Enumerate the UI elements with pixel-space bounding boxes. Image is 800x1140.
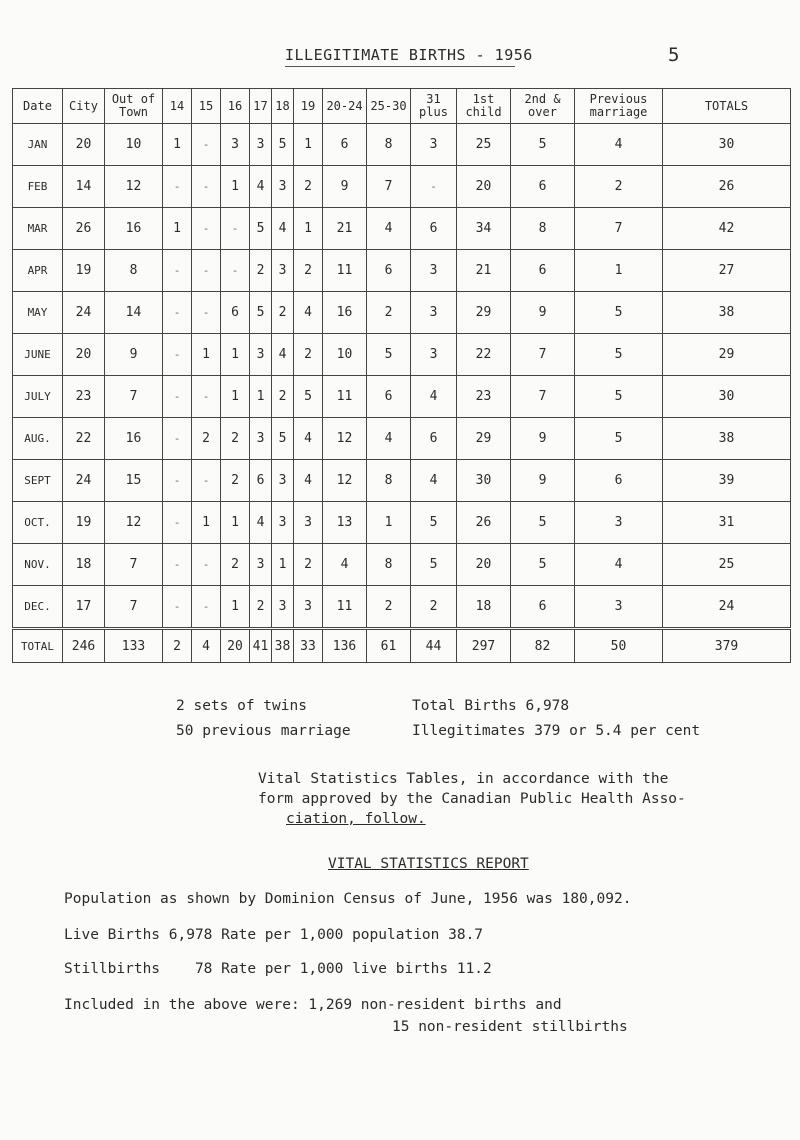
table-cell: 3	[272, 586, 294, 629]
table-cell: 4	[294, 292, 323, 334]
table-cell: 24	[63, 460, 105, 502]
table-cell: 9	[105, 334, 163, 376]
births-table	[12, 88, 791, 663]
table-cell: 20	[457, 544, 511, 586]
table-cell: 1	[163, 208, 192, 250]
row-label: NOV.	[13, 544, 63, 586]
table-cell: -	[192, 544, 221, 586]
table-row	[13, 334, 791, 376]
report-heading: VITAL STATISTICS REPORT	[328, 856, 529, 872]
table-row	[13, 376, 791, 418]
table-row	[13, 166, 791, 208]
table-cell: 4	[250, 166, 272, 208]
table-cell: 3	[411, 124, 457, 166]
table-cell: 1	[221, 586, 250, 629]
table-cell: 4	[411, 376, 457, 418]
table-cell: 14	[63, 166, 105, 208]
table-cell: 11	[323, 586, 367, 629]
table-cell: 61	[367, 629, 411, 663]
illegitimates-note: Illegitimates 379 or 5.4 per cent	[412, 723, 701, 739]
table-cell: 3	[250, 334, 272, 376]
table-cell: 5	[250, 292, 272, 334]
table-cell: -	[192, 376, 221, 418]
table-cell: 6	[411, 418, 457, 460]
table-cell: 26	[63, 208, 105, 250]
table-cell: -	[411, 166, 457, 208]
row-label: SEPT	[13, 460, 63, 502]
table-cell: 2	[367, 292, 411, 334]
table-cell: 6	[511, 586, 575, 629]
table-cell: 7	[105, 376, 163, 418]
table-cell: 2	[250, 250, 272, 292]
table-cell: 12	[105, 166, 163, 208]
table-cell: 16	[323, 292, 367, 334]
table-cell: 2	[192, 418, 221, 460]
table-cell: 12	[105, 502, 163, 544]
table-cell: 5	[511, 544, 575, 586]
table-cell: 2	[272, 376, 294, 418]
table-row	[13, 124, 791, 166]
table-cell: 29	[457, 418, 511, 460]
table-cell: 2	[367, 586, 411, 629]
table-cell: 7	[575, 208, 663, 250]
table-cell: 2	[411, 586, 457, 629]
table-cell: 44	[411, 629, 457, 663]
table-cell: 5	[411, 544, 457, 586]
table-cell: 4	[192, 629, 221, 663]
included-line-1: Included in the above were: 1,269 non-resident births and	[64, 997, 562, 1013]
column-header: 18	[272, 89, 294, 124]
table-cell: 3	[221, 124, 250, 166]
table-cell: 30	[457, 460, 511, 502]
table-cell: 1	[272, 544, 294, 586]
table-cell: 6	[511, 166, 575, 208]
table-cell: 297	[457, 629, 511, 663]
table-cell: -	[192, 208, 221, 250]
table-cell: 7	[511, 334, 575, 376]
table-cell: 20	[63, 334, 105, 376]
table-cell: 4	[272, 334, 294, 376]
column-header: 14	[163, 89, 192, 124]
column-header: City	[63, 89, 105, 124]
page-number: 5	[668, 44, 680, 66]
table-cell: 1	[221, 334, 250, 376]
table-cell: 5	[272, 418, 294, 460]
column-header: 15	[192, 89, 221, 124]
table-cell: 5	[511, 124, 575, 166]
table-cell: 4	[294, 418, 323, 460]
table-cell: 31	[663, 502, 791, 544]
table-cell: 133	[105, 629, 163, 663]
table-cell: 30	[663, 124, 791, 166]
column-header: Date	[13, 89, 63, 124]
table-cell: 41	[250, 629, 272, 663]
table-cell: 38	[663, 418, 791, 460]
table-cell: 4	[367, 208, 411, 250]
table-cell: 33	[294, 629, 323, 663]
table-cell: 82	[511, 629, 575, 663]
table-row	[13, 292, 791, 334]
table-cell: -	[163, 460, 192, 502]
table-cell: 18	[63, 544, 105, 586]
table-cell: 3	[250, 124, 272, 166]
table-cell: 39	[663, 460, 791, 502]
table-cell: 7	[105, 544, 163, 586]
table-cell: 3	[272, 502, 294, 544]
table-cell: 29	[457, 292, 511, 334]
table-cell: 2	[221, 460, 250, 502]
table-cell: 12	[323, 418, 367, 460]
table-cell: 5	[272, 124, 294, 166]
table-cell: 3	[250, 544, 272, 586]
table-cell: -	[163, 292, 192, 334]
table-cell: -	[163, 250, 192, 292]
table-cell: 1	[163, 124, 192, 166]
table-cell: 21	[457, 250, 511, 292]
table-cell: 9	[511, 460, 575, 502]
column-header: 2nd & over	[511, 89, 575, 124]
table-cell: 379	[663, 629, 791, 663]
table-cell: 23	[63, 376, 105, 418]
paragraph-line-2: form approved by the Canadian Public Health Asso-	[258, 791, 686, 807]
table-cell: 7	[511, 376, 575, 418]
table-cell: 6	[250, 460, 272, 502]
table-cell: 24	[663, 586, 791, 629]
table-cell: 136	[323, 629, 367, 663]
table-cell: 29	[663, 334, 791, 376]
row-label: MAR	[13, 208, 63, 250]
row-label: JULY	[13, 376, 63, 418]
table-cell: 11	[323, 376, 367, 418]
table-cell: 26	[663, 166, 791, 208]
live-births-line: Live Births 6,978 Rate per 1,000 population 38.7	[64, 927, 484, 943]
table-cell: 3	[272, 166, 294, 208]
table-cell: 1	[192, 502, 221, 544]
table-cell: 5	[294, 376, 323, 418]
table-cell: 18	[457, 586, 511, 629]
table-cell: -	[192, 124, 221, 166]
total-births-note: Total Births 6,978	[412, 698, 570, 714]
table-cell: -	[163, 418, 192, 460]
table-cell: 11	[323, 250, 367, 292]
table-cell: 246	[63, 629, 105, 663]
table-cell: 22	[457, 334, 511, 376]
table-cell: 4	[411, 460, 457, 502]
table-cell: 5	[511, 502, 575, 544]
table-cell: 14	[105, 292, 163, 334]
table-cell: 26	[457, 502, 511, 544]
table-cell: 1	[575, 250, 663, 292]
table-cell: 5	[575, 292, 663, 334]
table-cell: 42	[663, 208, 791, 250]
title-underline	[285, 66, 515, 67]
table-cell: 6	[367, 376, 411, 418]
table-cell: 4	[250, 502, 272, 544]
table-cell: 2	[272, 292, 294, 334]
table-cell: -	[221, 250, 250, 292]
table-cell: 6	[221, 292, 250, 334]
table-cell: 1	[294, 208, 323, 250]
table-cell: 30	[663, 376, 791, 418]
table-cell: 2	[294, 544, 323, 586]
total-row	[13, 629, 791, 663]
twins-note: 2 sets of twins	[176, 698, 307, 714]
table-cell: 4	[294, 460, 323, 502]
table-cell: 5	[575, 334, 663, 376]
table-cell: 3	[272, 250, 294, 292]
table-cell: 4	[575, 544, 663, 586]
column-header: 20-24	[323, 89, 367, 124]
table-cell: 3	[411, 292, 457, 334]
page-header	[0, 46, 800, 66]
table-cell: -	[192, 586, 221, 629]
table-cell: 50	[575, 629, 663, 663]
table-cell: 19	[63, 502, 105, 544]
table-cell: 6	[575, 460, 663, 502]
table-cell: 13	[323, 502, 367, 544]
table-cell: 2	[575, 166, 663, 208]
table-cell: 5	[411, 502, 457, 544]
table-cell: 22	[63, 418, 105, 460]
table-row	[13, 544, 791, 586]
table-cell: 24	[63, 292, 105, 334]
row-label: JAN	[13, 124, 63, 166]
table-cell: 8	[367, 124, 411, 166]
population-line: Population as shown by Dominion Census of June, 1956 was 180,092.	[64, 891, 632, 907]
table-cell: 17	[63, 586, 105, 629]
table-cell: 7	[367, 166, 411, 208]
row-label: DEC.	[13, 586, 63, 629]
table-cell: 9	[323, 166, 367, 208]
table-cell: 5	[250, 208, 272, 250]
table-cell: -	[163, 334, 192, 376]
table-cell: 8	[367, 460, 411, 502]
column-header: 17	[250, 89, 272, 124]
table-cell: 9	[511, 292, 575, 334]
column-header: 1st child	[457, 89, 511, 124]
table-cell: 1	[367, 502, 411, 544]
table-cell: -	[192, 166, 221, 208]
table-cell: 1	[192, 334, 221, 376]
table-cell: 2	[221, 544, 250, 586]
table-cell: 1	[294, 124, 323, 166]
column-header: 31 plus	[411, 89, 457, 124]
included-line-2: 15 non-resident stillbirths	[392, 1019, 628, 1035]
table-cell: 3	[411, 334, 457, 376]
table-cell: 4	[367, 418, 411, 460]
table-cell: 20	[457, 166, 511, 208]
table-cell: -	[163, 166, 192, 208]
row-label: MAY	[13, 292, 63, 334]
table-row	[13, 460, 791, 502]
table-cell: -	[192, 460, 221, 502]
table-row	[13, 250, 791, 292]
column-header: Previous marriage	[575, 89, 663, 124]
table-cell: 8	[105, 250, 163, 292]
table-cell: 10	[105, 124, 163, 166]
table-cell: -	[163, 502, 192, 544]
table-cell: 38	[272, 629, 294, 663]
row-label: TOTAL	[13, 629, 63, 663]
table-cell: 7	[105, 586, 163, 629]
table-row	[13, 208, 791, 250]
table-cell: 16	[105, 208, 163, 250]
table-cell: 3	[250, 418, 272, 460]
table-cell: 21	[323, 208, 367, 250]
table-cell: 6	[323, 124, 367, 166]
table-cell: 1	[221, 502, 250, 544]
table-cell: 4	[575, 124, 663, 166]
table-cell: 1	[250, 376, 272, 418]
table-cell: 38	[663, 292, 791, 334]
table-cell: 3	[294, 586, 323, 629]
stillbirths-line: Stillbirths 78 Rate per 1,000 live births 11.2	[64, 961, 492, 977]
table-cell: 2	[221, 418, 250, 460]
column-header: Out of Town	[105, 89, 163, 124]
table-cell: 2	[163, 629, 192, 663]
row-label: OCT.	[13, 502, 63, 544]
table-cell: -	[163, 544, 192, 586]
table-cell: 20	[221, 629, 250, 663]
previous-marriage-note: 50 previous marriage	[176, 723, 351, 739]
table-cell: 3	[294, 502, 323, 544]
row-label: FEB	[13, 166, 63, 208]
table-cell: -	[192, 292, 221, 334]
paragraph-line-1: Vital Statistics Tables, in accordance with the	[258, 771, 669, 787]
table-cell: -	[221, 208, 250, 250]
table-cell: 16	[105, 418, 163, 460]
table-cell: 2	[294, 166, 323, 208]
table-cell: 27	[663, 250, 791, 292]
row-label: AUG.	[13, 418, 63, 460]
row-label: JUNE	[13, 334, 63, 376]
table-cell: 5	[367, 334, 411, 376]
table-cell: 23	[457, 376, 511, 418]
table-cell: 8	[511, 208, 575, 250]
table-cell: 2	[294, 334, 323, 376]
table-cell: 5	[575, 376, 663, 418]
table-header-row	[13, 89, 791, 124]
table-cell: 25	[663, 544, 791, 586]
column-header: TOTALS	[663, 89, 791, 124]
table-cell: 8	[367, 544, 411, 586]
table-row	[13, 418, 791, 460]
row-label: APR	[13, 250, 63, 292]
table-cell: 34	[457, 208, 511, 250]
column-header: 25-30	[367, 89, 411, 124]
table-cell: 1	[221, 376, 250, 418]
table-cell: -	[163, 376, 192, 418]
paragraph-line-3: ciation, follow.	[286, 811, 426, 827]
column-header: 19	[294, 89, 323, 124]
table-cell: 6	[411, 208, 457, 250]
table-cell: 3	[575, 502, 663, 544]
table-cell: 2	[294, 250, 323, 292]
table-cell: 4	[323, 544, 367, 586]
page-title: ILLEGITIMATE BIRTHS - 1956	[285, 46, 533, 64]
table-cell: 2	[250, 586, 272, 629]
table-cell: 15	[105, 460, 163, 502]
table-row	[13, 586, 791, 629]
table-cell: 25	[457, 124, 511, 166]
table-row	[13, 502, 791, 544]
table-cell: 3	[411, 250, 457, 292]
table-cell: 19	[63, 250, 105, 292]
table-cell: 12	[323, 460, 367, 502]
column-header: 16	[221, 89, 250, 124]
table-cell: 1	[221, 166, 250, 208]
table-cell: 4	[272, 208, 294, 250]
table-cell: 3	[575, 586, 663, 629]
table-cell: 3	[272, 460, 294, 502]
table-body	[13, 124, 791, 663]
table-cell: 6	[511, 250, 575, 292]
table-cell: 6	[367, 250, 411, 292]
table-cell: -	[163, 586, 192, 629]
table-cell: 9	[511, 418, 575, 460]
table-cell: 20	[63, 124, 105, 166]
table-cell: 10	[323, 334, 367, 376]
table-cell: 5	[575, 418, 663, 460]
table-cell: -	[192, 250, 221, 292]
